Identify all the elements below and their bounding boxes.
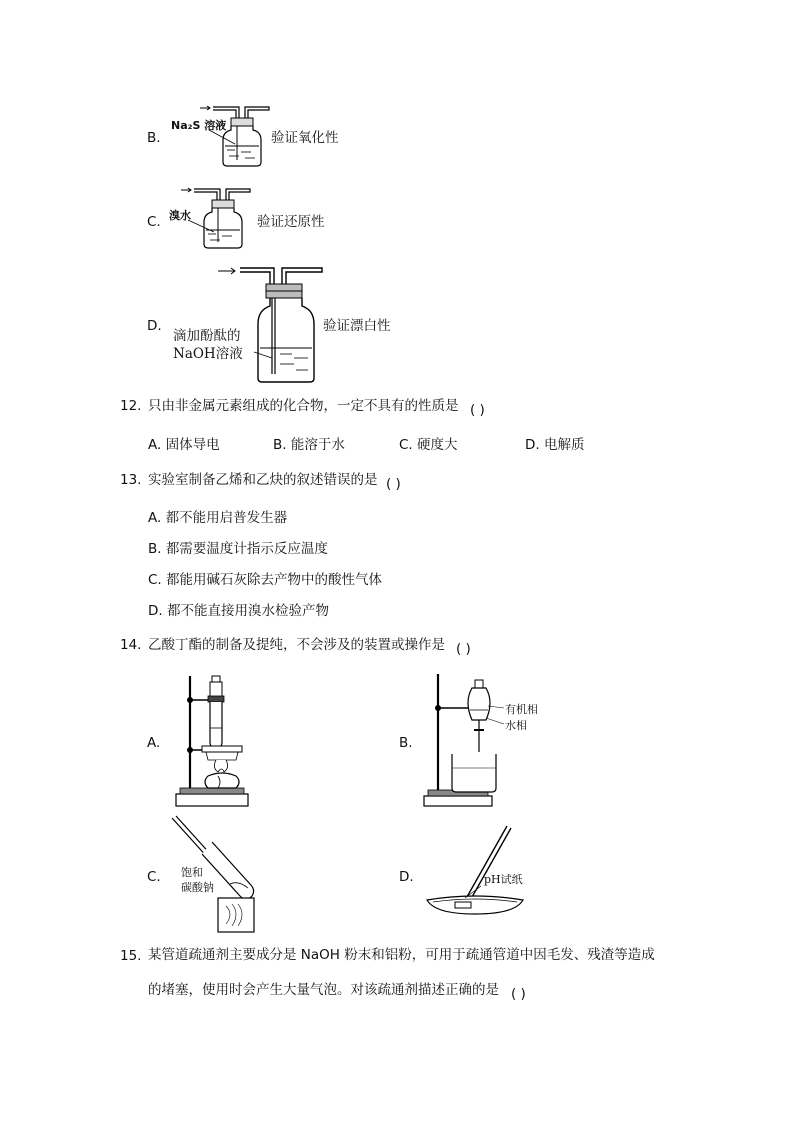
q12-option-d: D. 电解质 (525, 437, 585, 453)
q12-option-a: A. 固体导电 (148, 437, 220, 453)
q11-option-c-letter: C. (147, 214, 161, 230)
q14-b-aqueous-phase-label: 水相 (505, 719, 527, 732)
separatory-funnel-apparatus-figure (422, 672, 532, 812)
q11-d-solution-label-line2: NaOH溶液 (173, 346, 243, 362)
q11-option-c-description: 验证还原性 (257, 214, 325, 230)
q14-option-b-letter: B. (399, 735, 413, 751)
q11-option-d-letter: D. (147, 318, 162, 334)
q13-option-c: C. 都能用碱石灰除去产物中的酸性气体 (148, 572, 383, 588)
q14-stem: 乙酸丁酯的制备及提纯，不会涉及的装置或操作是 (148, 637, 445, 653)
q14-b-organic-phase-label: 有机相 (505, 703, 538, 716)
q14-answer-parentheses: ( ) (456, 641, 471, 657)
q14-option-d-letter: D. (399, 869, 414, 885)
q12-stem: 只由非金属元素组成的化合物，一定不具有的性质是 (148, 398, 459, 414)
q12-option-b: B. 能溶于水 (273, 437, 345, 453)
q13-number: 13. (120, 472, 142, 488)
q13-stem: 实验室制备乙烯和乙炔的叙述错误的是 (148, 472, 378, 488)
q11-option-b-description: 验证氧化性 (271, 130, 339, 146)
q13-option-d: D. 都不能直接用溴水检验产物 (148, 603, 329, 619)
q15-stem-line1: 某管道疏通剂主要成分是 NaOH 粉末和铝粉，可用于疏通管道中因毛发、残渣等造成 (148, 947, 655, 963)
q14-d-ph-paper-label: pH试纸 (484, 873, 523, 886)
q11-d-solution-label-line1: 滴加酚酞的 (173, 328, 241, 344)
gas-washing-bottle-d-figure (210, 262, 325, 387)
q14-option-a-letter: A. (147, 735, 161, 751)
q15-stem-line2: 的堵塞，使用时会产生大量气泡。对该疏通剂描述正确的是 (148, 982, 499, 998)
q15-answer-parentheses: ( ) (511, 986, 526, 1002)
q11-c-solution-label: 溴水 (169, 209, 191, 222)
q14-c-saturated-label: 饱和 (181, 866, 203, 879)
q11-option-d-description: 验证漂白性 (323, 318, 391, 334)
q13-option-b: B. 都需要温度计指示反应温度 (148, 541, 328, 557)
q13-option-a: A. 都不能用启普发生器 (148, 510, 288, 526)
q12-answer-parentheses: ( ) (470, 402, 485, 418)
q11-b-solution-label: Na₂S 溶液 (171, 119, 227, 132)
q14-c-sodium-carbonate-label: 碳酸钠 (181, 881, 214, 894)
q14-option-c-letter: C. (147, 869, 161, 885)
q15-number: 15. (120, 948, 142, 964)
q13-answer-parentheses: ( ) (386, 476, 401, 492)
ph-paper-test-figure (425, 822, 525, 917)
q14-number: 14. (120, 637, 142, 653)
q11-option-b-letter: B. (147, 130, 161, 146)
q12-option-c: C. 硬度大 (399, 437, 458, 453)
q12-number: 12. (120, 398, 142, 414)
reflux-heating-apparatus-figure (172, 672, 252, 812)
